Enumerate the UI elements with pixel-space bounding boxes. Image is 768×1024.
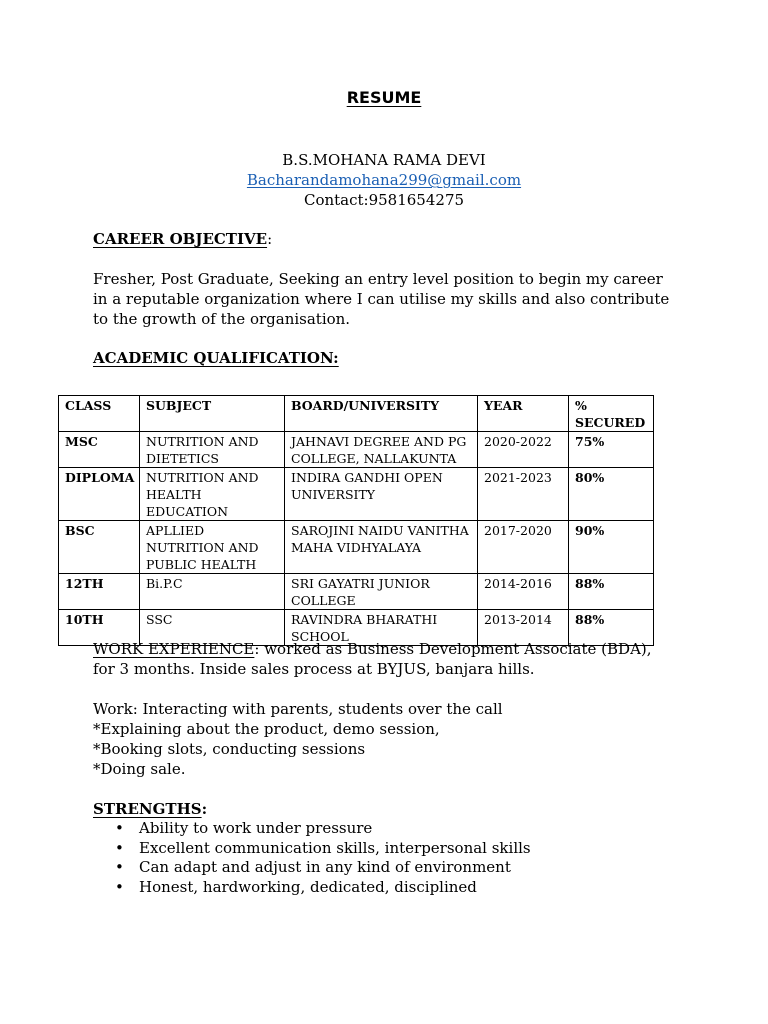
strengths-list [93,819,531,898]
candidate-name: B.S.MOHANA RAMA DEVI [282,151,486,169]
class-cell: DIPLOMA [59,468,140,521]
column-header: % SECURED [569,396,654,432]
secured-cell: 80% [569,468,654,521]
table-header-row [59,396,654,432]
column-header: SUBJECT [140,396,285,432]
board-cell: RAVINDRA BHARATHI SCHOOL [285,610,478,646]
year-cell: 2013-2014 [478,610,569,646]
resume-title: RESUME [346,88,422,107]
subject-cell: APLLIED NUTRITION AND PUBLIC HEALTH [140,521,285,574]
work-duty-line: *Doing sale. [93,760,186,778]
year-cell: 2017-2020 [478,521,569,574]
class-cell: BSC [59,521,140,574]
column-header: CLASS [59,396,140,432]
year-cell: 2020-2022 [478,432,569,468]
list-item: • Excellent communication skills, interpersonal skills [139,839,531,859]
table-row [59,468,654,521]
list-item: • Can adapt and adjust in any kind of environment [139,858,531,878]
secured-cell: 75% [569,432,654,468]
email-link[interactable]: Bacharandamohana299@gmail.com [246,171,522,189]
career-objective-line: in a reputable organization where I can utilise my skills and also contribute [93,290,670,308]
board-cell: SRI GAYATRI JUNIOR COLLEGE [285,574,478,610]
secured-cell: 88% [569,574,654,610]
work-duty-line: Work: Interacting with parents, students over the call [93,700,503,718]
subject-cell: SSC [140,610,285,646]
column-header: BOARD/UNIVERSITY [285,396,478,432]
table-row [59,521,654,574]
subject-cell: NUTRITION AND HEALTH EDUCATION [140,468,285,521]
work-duty-line: *Explaining about the product, demo session, [93,720,440,738]
secured-cell: 90% [569,521,654,574]
contact-number: Contact:9581654275 [303,191,465,209]
year-cell: 2014-2016 [478,574,569,610]
class-cell: MSC [59,432,140,468]
academic-table [58,395,654,646]
class-cell: 12TH [59,574,140,610]
secured-cell: 88% [569,610,654,646]
work-experience-line: for 3 months. Inside sales process at BYJUS, banjara hills. [93,660,535,678]
year-cell: 2021-2023 [478,468,569,521]
table-row [59,574,654,610]
subject-cell: Bi.P.C [140,574,285,610]
career-objective-heading-line: CAREER OBJECTIVE: [93,230,273,248]
career-objective-line: to the growth of the organisation. [93,310,351,328]
work-duty-line: *Booking slots, conducting sessions [93,740,366,758]
academic-qualification-heading: ACADEMIC QUALIFICATION: [93,349,339,367]
board-cell: JAHNAVI DEGREE AND PG COLLEGE, NALLAKUNTA [285,432,478,468]
board-cell: INDIRA GANDHI OPEN UNIVERSITY [285,468,478,521]
list-item: • Honest, hardworking, dedicated, disciplined [139,878,531,898]
strengths-heading-line: STRENGTHS: [93,800,208,818]
board-cell: SAROJINI NAIDU VANITHA MAHA VIDHYALAYA [285,521,478,574]
work-experience-line: WORK EXPERIENCE: worked as Business Development Associate (BDA), [93,640,652,658]
column-header: YEAR [478,396,569,432]
list-item: • Ability to work under pressure [139,819,531,839]
table-row [59,432,654,468]
work-experience-heading: WORK EXPERIENCE [93,640,255,658]
career-objective-heading: CAREER OBJECTIVE [93,230,268,248]
career-objective-line: Fresher, Post Graduate, Seeking an entry level position to begin my career [93,270,663,288]
strengths-heading: STRENGTHS [93,800,202,818]
class-cell: 10TH [59,610,140,646]
subject-cell: NUTRITION AND DIETETICS [140,432,285,468]
